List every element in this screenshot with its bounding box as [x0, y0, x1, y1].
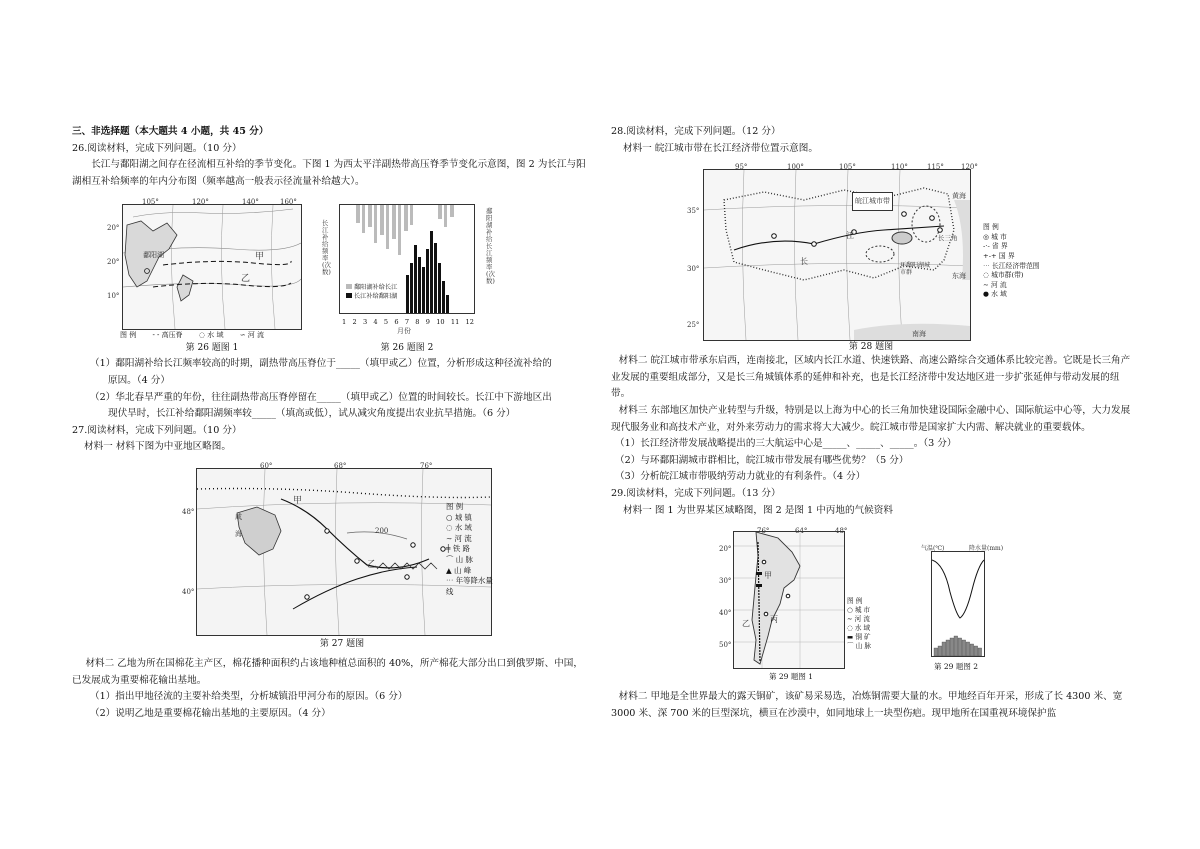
- peak-icon: ▲: [446, 565, 455, 575]
- q28-legend-item: 国 界: [998, 251, 1015, 260]
- q29-material1: 材料一 图 1 为世界某区域略图，图 2 是图 1 中丙地的气候资料: [623, 504, 893, 516]
- fig2-ylabel-left: 长江补给频率(次数): [322, 219, 331, 277]
- q26-sub1-cont: 原因。（4 分）: [108, 374, 170, 386]
- fig2-x-tick: 10: [436, 318, 445, 327]
- q29-lon-tick: 76°: [757, 527, 770, 536]
- q27-lon-tick: 68°: [334, 461, 347, 470]
- q28-legend-item: 城 市: [991, 232, 1007, 241]
- fig1-label-yi: 乙: [241, 274, 251, 285]
- q28-sub1: （1）长江经济带发展战略提出的三大航运中心是_____、_____、_____。（3 分）: [615, 438, 957, 450]
- water-icon: ●: [983, 290, 992, 299]
- city-cluster-icon: ◌: [983, 271, 992, 280]
- fig1-legend-title: 图 例: [120, 331, 137, 340]
- fig1-lon-tick: 120°: [192, 198, 209, 207]
- q28-lon-tick: 115°: [927, 163, 944, 172]
- q28-label: 南海: [912, 330, 926, 339]
- q26-fig1-map: [122, 204, 302, 330]
- q27-legend-item: 山 峰: [454, 565, 472, 575]
- q27-legend-title: 图 例: [446, 501, 464, 511]
- q27-legend-item: 铁 路: [452, 544, 470, 554]
- fig1-lon-tick: 105°: [142, 198, 159, 207]
- q26-fig2-chart: [339, 204, 475, 314]
- q29-lon-tick: 48°: [835, 527, 848, 536]
- mountain-icon: ⌒: [847, 642, 856, 651]
- q29-legend-item: 城 市: [854, 606, 871, 615]
- q29-head: 29.阅读材料，完成下列问题。（13 分）: [611, 487, 781, 499]
- q28-lon-tick: 105°: [839, 163, 856, 172]
- q27-lat-tick: 40°: [182, 587, 195, 596]
- fig1-legend-item: 高压脊: [161, 331, 183, 340]
- q27-label-aral: 咸海: [235, 512, 242, 538]
- q27-material1: 材料一 材料下图为中亚地区略图。: [84, 441, 231, 453]
- q27-legend-item: 年等降水量线: [446, 576, 493, 596]
- q28-label: 江: [846, 231, 854, 241]
- q26-head: 26.阅读材料，完成下列问题。（10 分）: [72, 142, 242, 154]
- q29-label-yi: 乙: [742, 619, 750, 629]
- q28-head: 28.阅读材料，完成下列问题。（12 分）: [611, 126, 781, 137]
- q29-climate-left-unit: 气温(℃): [921, 545, 945, 553]
- fig2-x-tick: 1: [342, 318, 347, 327]
- fig2-x-tick: 8: [415, 318, 420, 327]
- q27-legend-item: 水 域: [454, 523, 472, 533]
- fig1-legend-item: 河 流: [247, 331, 265, 340]
- q29-material2: 材料二 甲地是全世界最大的露天铜矿，该矿易采易选，冶炼铜需要大量的水。甲地经百年开采，形成了长 4300 米、宽 3000 米、深 700 米的巨型深坑，横亘在沙漠中，如同地球上一块型伤疤。现甲地所在国重视环境保护监: [611, 691, 1123, 719]
- q27-legend-item: 河 流: [454, 533, 472, 543]
- q27-sub2: （2）说明乙地是重要棉花输出基地的主要原因。（4 分）: [90, 707, 331, 719]
- q29-fig2-caption: 第 29 题图 2: [934, 662, 978, 672]
- fig2-x-tick: 4: [373, 318, 378, 327]
- q29-fig1-caption: 第 29 题图 1: [769, 672, 813, 682]
- q28-figure: [611, 157, 1131, 353]
- q28-legend-item: 水 域: [991, 290, 1007, 299]
- q29-legend-item: 铜 矿: [855, 633, 871, 642]
- q28-sub2: （2）与环鄱阳湖城市群相比，皖江城市带发展有哪些优势？（5 分）: [615, 454, 909, 466]
- fig2-legend-item: 鄱阳湖补给长江: [354, 284, 398, 292]
- q28-legend-item: 城市群(带): [991, 271, 1024, 280]
- q28-lon-tick: 95°: [735, 163, 748, 172]
- copper-mine-icon: ▬: [847, 633, 856, 642]
- fig2-x-tick: 6: [394, 318, 399, 327]
- q29-legend: [847, 597, 897, 651]
- q27-caption: 第 27 题图: [319, 638, 365, 649]
- q28-lat-tick: 35°: [687, 207, 700, 216]
- q26-fig2-caption: 第 26 题图 2: [380, 343, 434, 354]
- q28-legend-item: 河 流: [990, 280, 1007, 289]
- q28-label: 东海: [952, 272, 966, 281]
- q27-label-jia: 甲: [293, 495, 303, 506]
- water-icon: ◌: [847, 624, 855, 633]
- q28-legend-item: 省 界: [991, 242, 1008, 251]
- q29-legend-item: 山 脉: [855, 642, 871, 651]
- q28-label: 黄海: [952, 192, 966, 201]
- q29-climate-chart: [931, 551, 985, 657]
- q28-map: [703, 169, 971, 341]
- q28-legend: [983, 223, 1073, 300]
- river-icon: ∼: [983, 280, 991, 289]
- q27-legend-item: 城 镇: [454, 512, 472, 522]
- q27-legend: [446, 502, 496, 597]
- q28-sub3: （3）分析皖江城市带吸纳劳动力就业的有利条件。（4 分）: [615, 471, 866, 483]
- q29-legend-title: 图 例: [847, 597, 863, 606]
- q26-sub1: （1）鄱阳湖补给长江频率较高的时期，副热带高压脊位于_____（填甲或乙）位置，分析形成这种径流补给的: [90, 358, 552, 370]
- q28-material3: 材料三 东部地区加快产业转型与升级，特别是以上海为中心的长三角加快建设国际金融中心、国际航运中心等，大力发展现代服务业和高技术产业，对外来劳动力的需求将大大减少。皖江城市带是国家扩大内需、解决就业的重要载体。: [611, 404, 1131, 433]
- q29-map: [733, 531, 845, 669]
- q28-label: 环鄱阳湖城市群: [900, 262, 931, 277]
- q27-lat-tick: 48°: [182, 507, 195, 516]
- q28-lat-tick: 25°: [687, 321, 700, 330]
- river-icon: ∼: [446, 533, 455, 543]
- fig2-x-tick: 7: [404, 318, 410, 327]
- fig1-lat-tick: 10°: [107, 292, 120, 301]
- fig2-xlabel: 月份: [397, 327, 411, 336]
- fig1-lon-tick: 160°: [280, 198, 297, 207]
- q28-label: 长三角: [938, 234, 958, 243]
- q28-legend-title: 图 例: [983, 223, 999, 232]
- fig1-label-jia: 甲: [255, 252, 265, 263]
- q29-figures: [611, 519, 1131, 683]
- q28-lon-tick: 100°: [787, 163, 804, 172]
- q29-lat-tick: 40°: [719, 609, 732, 618]
- q29-lon-tick: 64°: [795, 527, 808, 536]
- q29-legend-item: 水 域: [854, 624, 871, 633]
- isohyet-icon: ⋯: [446, 576, 456, 586]
- fig2-x-tick: 12: [465, 318, 474, 327]
- q28-lon-tick: 120°: [961, 163, 978, 172]
- q27-label-isohyet: 200: [375, 526, 389, 535]
- province-border-icon: -·-: [983, 242, 992, 251]
- fig1-legend-item: 水 域: [207, 331, 224, 340]
- q29-label-jia: 甲: [764, 571, 772, 581]
- q27-sub1: （1）指出甲地径流的主要补给类型，分析城镇沿甲河分布的原因。（6 分）: [90, 691, 408, 703]
- right-column: [611, 124, 1131, 722]
- fig2-x-tick: 3: [362, 318, 368, 327]
- water-icon: ◌: [446, 523, 455, 533]
- mountain-icon: ⌒: [446, 554, 456, 564]
- q29-lat-tick: 50°: [719, 641, 732, 650]
- fig1-legend: 图 例 - - 高压脊 ◌ 水 域 ∽ 河 流: [120, 331, 265, 340]
- q27-head: 27.阅读材料，完成下列问题。（10 分）: [72, 424, 242, 436]
- q27-material2: 材料二 乙地为所在国棉花主产区，棉花播种面积约占该地种植总面积的 40%，所产棉花大部分出口到俄罗斯、中国，已发展成为重要棉花输出基地。: [72, 657, 583, 686]
- fig1-lat-tick: 20°: [107, 258, 120, 267]
- q29-lat-tick: 30°: [719, 577, 732, 586]
- fig2-ylabel-right: 鄱阳湖补给长江频率(次数): [486, 207, 495, 286]
- city-icon: ◎: [983, 232, 992, 241]
- fig2-x-tick: 9: [425, 318, 430, 327]
- q26-fig1-caption: 第 26 题图 1: [185, 343, 239, 354]
- q27-lon-tick: 76°: [420, 461, 433, 470]
- q28-label: 皖江城市带: [852, 192, 893, 211]
- q28-material2: 材料二 皖江城市带承东启西，连南接北，区域内长江水道、快速铁路、高速公路综合交通体系比较完善。它既是长三角产业发展的重要组成部分，又是长三角城镇体系的延伸和补充，也是长江经济带中发达地区进一步扩张延伸与带动发展的纽带。: [611, 355, 1131, 400]
- belt-range-icon: ⋯: [983, 261, 992, 270]
- fig1-label-poyang: 鄱阳湖: [143, 251, 164, 260]
- left-column: [72, 124, 592, 722]
- q27-legend-item: 山 脉: [455, 554, 473, 564]
- q28-label: 长: [800, 257, 808, 267]
- q26-sub2: （2）华北春旱严重的年份，往往副热带高压脊停留在_____（填甲或乙）位置的时间较长。长江中下游地区出: [90, 391, 552, 403]
- fig2-legend-item: 长江补给鄱阳湖: [354, 293, 398, 301]
- fig2-x-tick: 11: [450, 318, 460, 327]
- q27-label-yi: 乙: [367, 559, 377, 570]
- q27-figure: [72, 456, 592, 656]
- rail-icon: ╪: [446, 544, 453, 554]
- q26-sub2-cont: 现伏旱时，长江补给鄱阳湖频率较_____（填高或低），试从减灾角度提出农业抗旱措施。（6 分）: [108, 408, 516, 420]
- national-border-icon: +-+: [983, 251, 999, 260]
- city-icon: ○: [847, 606, 855, 615]
- q29-label-bing: 丙: [770, 615, 778, 625]
- q29-legend-item: 河 流: [854, 615, 870, 624]
- q29-lat-tick: 20°: [719, 545, 732, 554]
- fig1-lat-tick: 20°: [107, 224, 120, 233]
- q27-lon-tick: 60°: [260, 461, 273, 470]
- q28-material1: 材料一 皖江城市带在长江经济带位置示意图。: [623, 142, 818, 154]
- q28-lon-tick: 110°: [891, 163, 908, 172]
- fig2-x-tick: 2: [352, 318, 357, 327]
- fig2-legend: [346, 283, 397, 301]
- section-title: 三、非选择题（本大题共 4 小题，共 45 分）: [72, 126, 269, 137]
- river-icon: ∼: [847, 615, 855, 624]
- q28-caption: 第 28 题图: [848, 342, 894, 353]
- fig1-lon-tick: 140°: [242, 198, 259, 207]
- q26-intro: 长江与鄱阳湖之间存在径流相互补给的季节变化。下图 1 为西太平洋副热带高压脊季节变化示意图，图 2 为长江与阳湖相互补给频率的年内分布图（频率越高一般表示径流量补给越大）。: [72, 159, 586, 187]
- q26-figures: [72, 190, 592, 354]
- fig2-x-tick: 5: [383, 318, 389, 327]
- q29-climate-right-unit: 降水量(mm): [969, 545, 1004, 553]
- q28-lat-tick: 30°: [687, 265, 700, 274]
- circle-icon: ○: [446, 512, 455, 522]
- q28-legend-item: 长江经济带范围: [991, 261, 1040, 270]
